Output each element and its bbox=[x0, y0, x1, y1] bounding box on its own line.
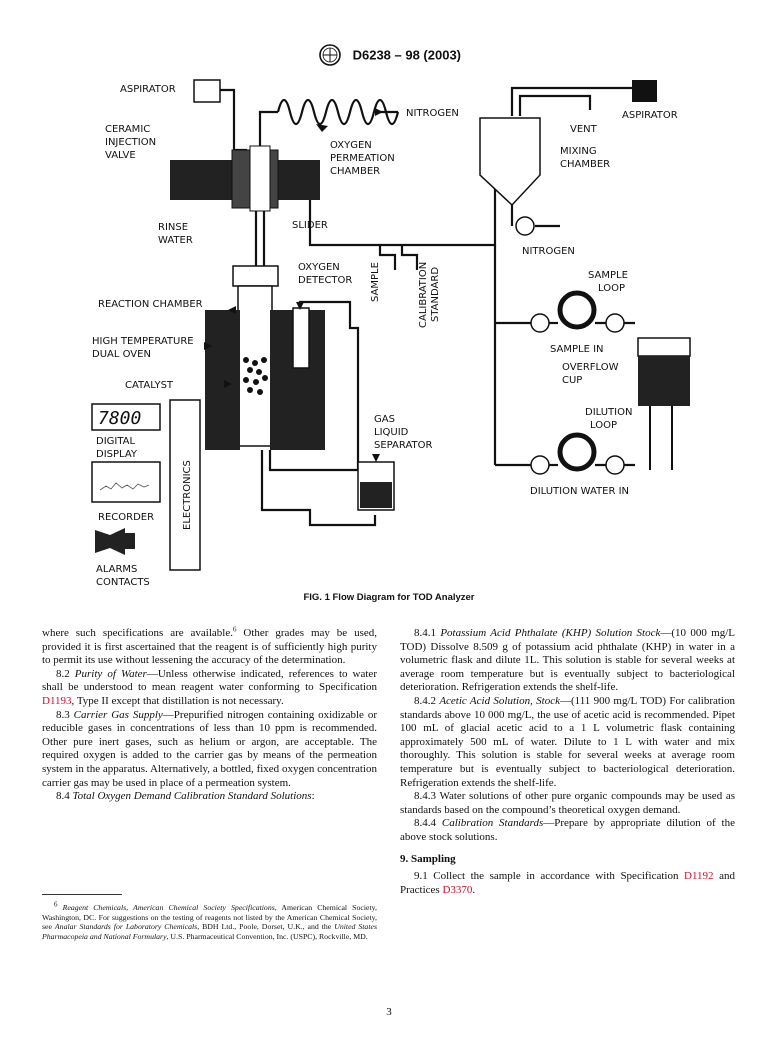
dilution-valve-left bbox=[531, 456, 549, 474]
dilution-loop-icon bbox=[560, 435, 594, 469]
alarm-horn-icon bbox=[95, 528, 125, 555]
label-high-temp-2: DUAL OVEN bbox=[92, 349, 151, 360]
label-ceramic-3: VALVE bbox=[105, 150, 136, 161]
footnote-6: $^6$ Reagent Chemicals, American Chemical Society Specifications, American Chemical Society, Washington, DC. For suggestions on the testing of reagents not listed by the American Chemical Society, see Analar Standards for Laboratory Chemicals, BDH Ltd., Poole, Dorset, U.K., and the United States Pharmacopeia and National Formulary, U.S. Pharmaceutical Convention, Inc. (USPC), Rockville, MD. bbox=[42, 900, 377, 941]
label-sample-in: SAMPLE IN bbox=[550, 344, 604, 355]
para-8-4-1: 8.4.1 Potassium Acid Phthalate (KHP) Solution Stock—(10 000 mg/L TOD) Dissolve 8.509 g of potassium acid phthalate (KHP) in water in a volumetric flask and dilute 1L. This solution is stable for several weeks at average room temperature but is eventually subject to bacteriological deterioration. Refrigeration extends the shelf-life. bbox=[400, 627, 735, 694]
label-gls-1: GAS bbox=[374, 414, 395, 425]
recorder-box bbox=[92, 462, 160, 502]
label-aspirator-left: ASPIRATOR bbox=[120, 84, 176, 95]
label-oxy-det-2: DETECTOR bbox=[298, 275, 353, 286]
footnote-rule bbox=[42, 894, 122, 895]
label-vent: VENT bbox=[570, 124, 597, 135]
label-mixing-1: MIXING bbox=[560, 146, 597, 157]
reaction-chamber-cap bbox=[233, 266, 278, 286]
label-sample-loop-2: LOOP bbox=[598, 283, 625, 294]
para-reagent-grades: where such specifications are available.$^6$ Other grades may be used, provided it is first ascertained that the reagent is of sufficiently high purity to permit its use without lessening the accuracy of the determination. bbox=[42, 625, 377, 667]
label-high-temp-1: HIGH TEMPERATURE bbox=[92, 336, 194, 347]
label-recorder: RECORDER bbox=[98, 512, 155, 523]
label-nitrogen-top: NITROGEN bbox=[406, 108, 459, 119]
label-gls-3: SEPARATOR bbox=[374, 440, 433, 451]
label-overflow-1: OVERFLOW bbox=[562, 362, 619, 373]
link-d1192[interactable]: D1192 bbox=[684, 870, 714, 883]
dual-oven-left bbox=[205, 310, 240, 450]
label-calib-2: STANDARD bbox=[430, 266, 441, 322]
label-slider: SLIDER bbox=[292, 220, 328, 231]
para-8-4-3: 8.4.3 Water solutions of other pure organic compounds may be used as standards based on the compound’s theoretical oxygen demand. bbox=[400, 790, 735, 816]
section-heading-sampling: 9. Sampling bbox=[400, 852, 456, 865]
dilution-valve-right bbox=[606, 456, 624, 474]
label-oxy-perm-3: CHAMBER bbox=[330, 166, 381, 177]
para-8-4: 8.4 Total Oxygen Demand Calibration Standard Solutions: bbox=[56, 790, 315, 803]
standard-designation: D6238 – 98 (2003) bbox=[352, 47, 462, 63]
figure-caption: FIG. 1 Flow Diagram for TOD Analyzer bbox=[303, 592, 475, 603]
display-readout: 7800 bbox=[98, 408, 142, 429]
label-aspirator-right: ASPIRATOR bbox=[622, 110, 678, 121]
label-catalyst: CATALYST bbox=[125, 380, 174, 391]
link-d3370[interactable]: D3370 bbox=[442, 883, 473, 896]
para-8-2: 8.2 Purity of Water—Unless otherwise indicated, references to water shall be understood to mean reagent water conforming to Specification D1193, Type II except that distillation is not necessary. bbox=[42, 667, 377, 707]
para-8-4-4: 8.4.4 Calibration Standards—Prepare by appropriate dilution of the above stock solutions. bbox=[400, 817, 735, 843]
label-reaction-chamber: REACTION CHAMBER bbox=[98, 299, 203, 310]
para-8-3: 8.3 Carrier Gas Supply—Prepurified nitrogen containing oxidizable or reducible gases in concentrations of less than 10 ppm is recommended. Other pure inert gases, such as helium or argon, are acceptable. The required oxygen is added to the carrier gas by means of the permeation system in the apparatus. Alternatively, a bottled, fixed oxygen concentration carrier gas may be used in place of a permeation system. bbox=[42, 708, 378, 789]
nitrogen-valve-icon bbox=[516, 217, 534, 235]
page-number: 3 bbox=[386, 1006, 392, 1018]
label-alarms-2: CONTACTS bbox=[96, 577, 150, 588]
label-dilution-loop-1: DILUTION bbox=[585, 407, 633, 418]
right-column bbox=[400, 627, 735, 897]
left-column bbox=[42, 627, 377, 804]
mixing-chamber-icon bbox=[480, 118, 540, 205]
label-rinse-2: WATER bbox=[158, 235, 193, 246]
label-ceramic-2: INJECTION bbox=[105, 137, 157, 148]
label-digital-1: DIGITAL bbox=[96, 436, 136, 447]
label-dilution-water-in: DILUTION WATER IN bbox=[530, 486, 630, 497]
label-gls-2: LIQUID bbox=[374, 427, 409, 438]
label-dilution-loop-2: LOOP bbox=[590, 420, 617, 431]
page-header bbox=[0, 44, 778, 66]
label-oxy-perm-1: OXYGEN bbox=[330, 140, 372, 151]
label-ceramic-1: CERAMIC bbox=[105, 124, 151, 135]
label-overflow-2: CUP bbox=[562, 375, 583, 386]
sample-valve-right bbox=[606, 314, 624, 332]
valve-bore bbox=[250, 146, 270, 211]
label-alarms-1: ALARMS bbox=[96, 564, 138, 575]
astm-logo-icon bbox=[317, 44, 343, 66]
tod-analyzer-flow-diagram bbox=[0, 70, 778, 590]
para-9-1: 9.1 Collect the sample in accordance with Specification D1192 and Practices D3370. bbox=[400, 870, 735, 896]
label-nitrogen-right: NITROGEN bbox=[522, 246, 575, 257]
label-digital-2: DISPLAY bbox=[96, 449, 138, 460]
label-sample-loop-1: SAMPLE bbox=[588, 270, 628, 281]
label-rinse-1: RINSE bbox=[158, 222, 189, 233]
para-8-4-2: 8.4.2 Acetic Acid Solution, Stock—(111 900 mg/L TOD) For calibration standards above 10 000 mg/L, the use of acetic acid is recommended. Pipet 100 mL of glacial acetic acid to a 1 L volumetric flask containing approximately 500 mL of water. Dilute to 1 L with water and mix thoroughly. This solution is stable for several weeks at average room temperature but is eventually subject to bacteriological deterioration. Refrigeration extends the shelf-life. bbox=[400, 694, 735, 789]
label-oxy-det-1: OXYGEN bbox=[298, 262, 340, 273]
oxygen-detector-icon bbox=[293, 308, 309, 368]
overflow-cup-top bbox=[638, 338, 690, 356]
label-mixing-2: CHAMBER bbox=[560, 159, 611, 170]
left-aspirator-icon bbox=[194, 80, 220, 102]
label-sample: SAMPLE bbox=[370, 262, 381, 302]
right-aspirator-icon bbox=[632, 80, 657, 102]
overflow-cup-icon bbox=[638, 356, 690, 406]
label-electronics: ELECTRONICS bbox=[182, 460, 193, 530]
label-oxy-perm-2: PERMEATION bbox=[330, 153, 395, 164]
link-d1193[interactable]: D1193 bbox=[42, 694, 72, 707]
sample-loop-icon bbox=[560, 293, 594, 327]
sample-valve-left bbox=[531, 314, 549, 332]
label-calib-1: CALIBRATION bbox=[418, 261, 429, 328]
